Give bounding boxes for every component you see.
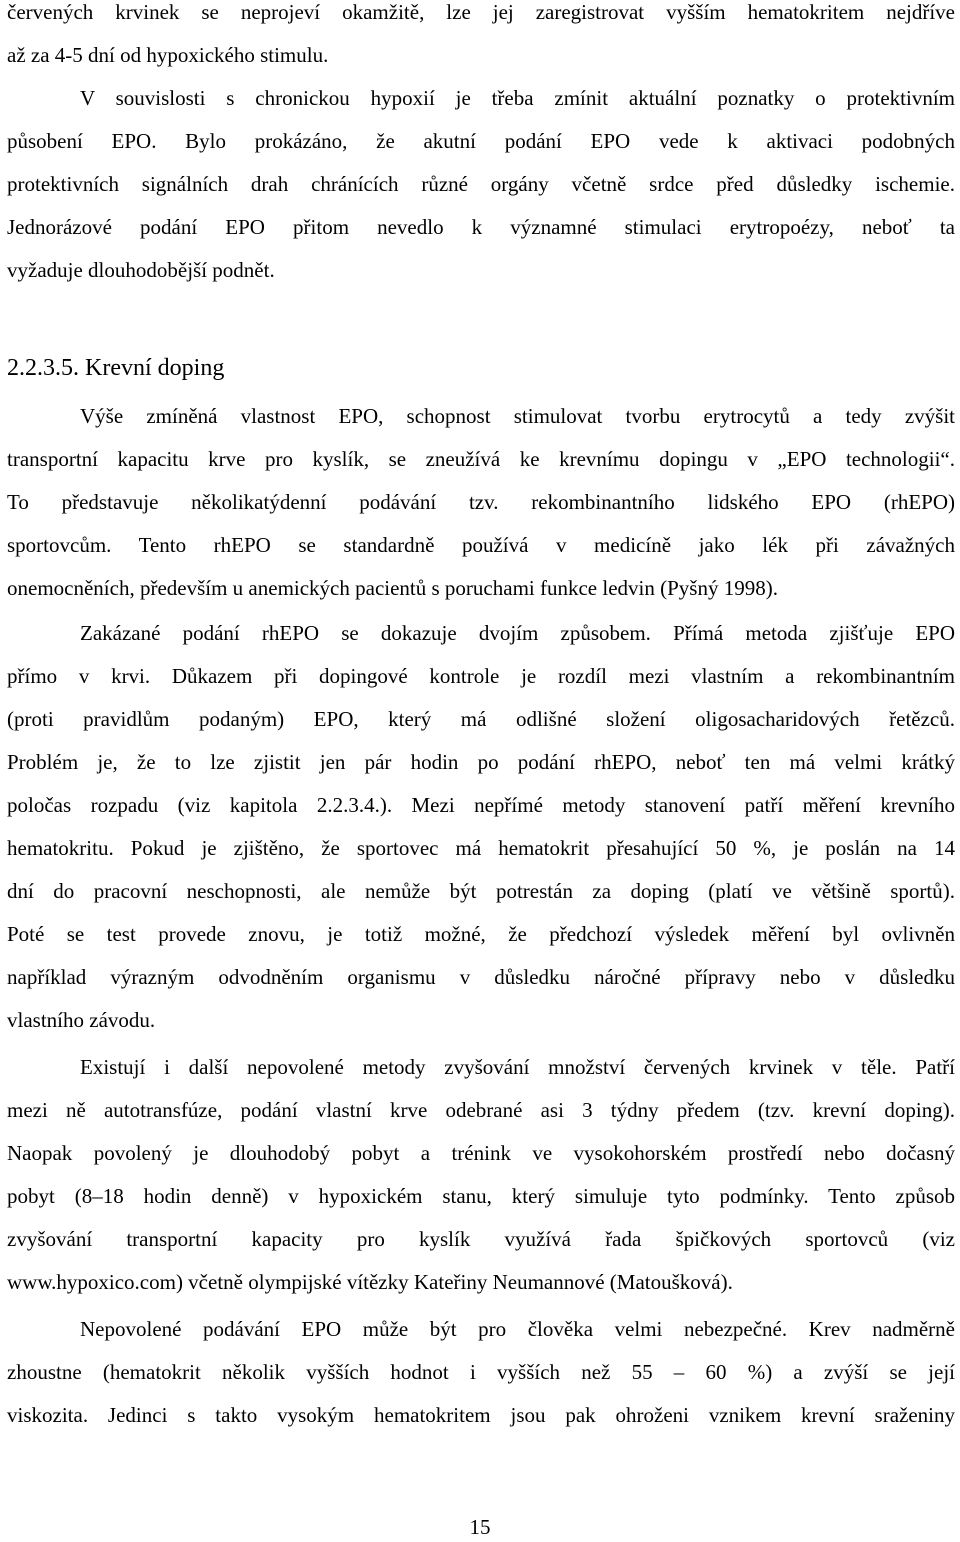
paragraph-line: červených krvinek se neprojeví okamžitě, lze jej zaregistrovat vyšším hematokritem nejdříve — [7, 0, 955, 24]
paragraph-line: přímo v krvi. Důkazem při dopingové kontrole je rozdíl mezi vlastním a rekombinantním — [7, 664, 955, 688]
paragraph-line: dní do pracovní neschopnosti, ale nemůže být potrestán za doping (platí ve většině sportů). — [7, 879, 955, 903]
page-number: 15 — [469, 1515, 491, 1539]
paragraph-line: zvyšování transportní kapacity pro kyslík využívá řada špičkových sportovců (viz — [7, 1227, 955, 1251]
paragraph-line: hematokritu. Pokud je zjištěno, že sportovec má hematokrit přesahující 50 %, je poslán na 14 — [7, 836, 955, 860]
paragraph-line: Výše zmíněná vlastnost EPO, schopnost stimulovat tvorbu erytrocytů a tedy zvýšit — [80, 404, 955, 428]
paragraph-line: Poté se test provede znovu, je totiž možné, že předchozí výsledek měření byl ovlivněn — [7, 922, 955, 946]
paragraph-line: zhoustne (hematokrit několik vyšších hodnot i vyšších než 55 – 60 %) a zvýší se její — [7, 1360, 955, 1384]
paragraph-line: například výrazným odvodněním organismu v důsledku náročné přípravy nebo v důsledku — [7, 965, 955, 989]
paragraph-line: Zakázané podání rhEPO se dokazuje dvojím způsobem. Přímá metoda zjišťuje EPO — [80, 621, 955, 645]
paragraph-line: Existují i další nepovolené metody zvyšování množství červených krvinek v těle. Patří — [80, 1055, 955, 1079]
paragraph-line: protektivních signálních drah chránících různé orgány včetně srdce před důsledky ischemie. — [7, 172, 955, 196]
paragraph-line: Nepovolené podávání EPO může být pro člověka velmi nebezpečné. Krev nadměrně — [80, 1317, 955, 1341]
paragraph-line: vyžaduje dlouhodobější podnět. — [7, 258, 275, 282]
paragraph-line: To představuje několikatýdenní podávání tzv. rekombinantního lidského EPO (rhEPO) — [7, 490, 955, 514]
paragraph-line: sportovcům. Tento rhEPO se standardně používá v medicíně jako lék při závažných — [7, 533, 955, 557]
paragraph-line: Jednorázové podání EPO přitom nevedlo k významné stimulaci erytropoézy, neboť ta — [7, 215, 955, 239]
section-heading: 2.2.3.5. Krevní doping — [7, 355, 225, 381]
paragraph-line: (proti pravidlům podaným) EPO, který má odlišné složení oligosacharidových řetězců. — [7, 707, 955, 731]
paragraph-line: vlastního závodu. — [7, 1008, 156, 1032]
paragraph-line: V souvislosti s chronickou hypoxií je třeba zmínit aktuální poznatky o protektivním — [80, 86, 955, 110]
paragraph-line: viskozita. Jedinci s takto vysokým hematokritem jsou pak ohroženi vznikem krevní sraženiny — [7, 1403, 955, 1427]
paragraph-line: působení EPO. Bylo prokázáno, že akutní podání EPO vede k aktivaci podobných — [7, 129, 955, 153]
paragraph-line: Problém je, že to lze zjistit jen pár hodin po podání rhEPO, neboť ten má velmi krátký — [7, 750, 955, 774]
paragraph-line: mezi ně autotransfúze, podání vlastní krve odebrané asi 3 týdny předem (tzv. krevní doping). — [7, 1098, 955, 1122]
paragraph-line: transportní kapacitu krve pro kyslík, se zneužívá ke krevnímu dopingu v „EPO technologii“. — [7, 447, 955, 471]
paragraph-line: Naopak povolený je dlouhodobý pobyt a trénink ve vysokohorském prostředí nebo dočasný — [7, 1141, 955, 1165]
paragraph-line: až za 4-5 dní od hypoxického stimulu. — [7, 43, 329, 67]
paragraph-line: poločas rozpadu (viz kapitola 2.2.3.4.). Mezi nepřímé metody stanovení patří měření krevního — [7, 793, 955, 817]
paragraph-line: www.hypoxico.com) včetně olympijské vítězky Kateřiny Neumannové (Matoušková). — [7, 1270, 733, 1294]
paragraph-line: pobyt (8–18 hodin denně) v hypoxickém stanu, který simuluje tyto podmínky. Tento způsob — [7, 1184, 955, 1208]
paragraph-line: onemocněních, především u anemických pacientů s poruchami funkce ledvin (Pyšný 1998). — [7, 576, 778, 600]
